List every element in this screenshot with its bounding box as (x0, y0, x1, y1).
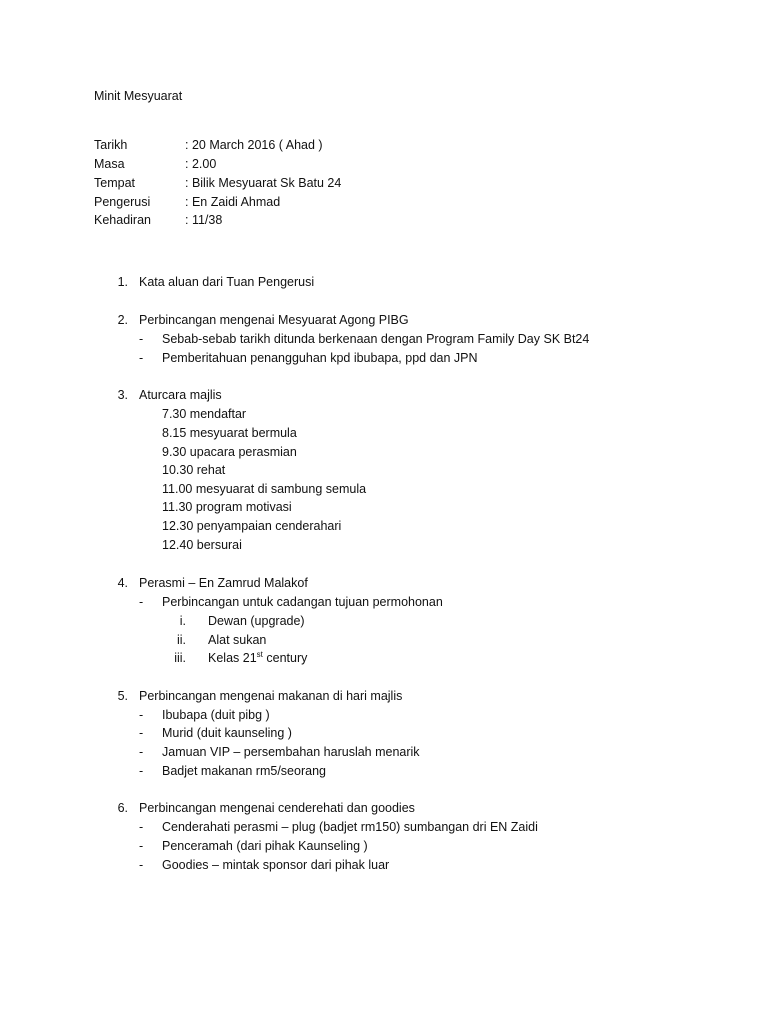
bullet-dash: - (139, 858, 144, 872)
item-heading: Kata aluan dari Tuan Pengerusi (139, 275, 315, 289)
page-title: Minit Mesyuarat (94, 89, 183, 103)
info-label-masa: Masa (94, 157, 125, 171)
bullet-dash: - (139, 351, 144, 365)
item-number: 6. (117, 801, 128, 815)
bullet-text: Murid (duit kaunseling ) (162, 726, 292, 740)
item-number: 3. (117, 388, 128, 402)
roman-numeral: iii. (174, 651, 186, 665)
item-heading: Aturcara majlis (139, 388, 222, 402)
schedule-entry: 8.15 mesyuarat bermula (162, 426, 297, 440)
schedule-entry: 11.00 mesyuarat di sambung semula (162, 482, 367, 496)
bullet-dash: - (139, 839, 144, 853)
schedule-entry: 10.30 rehat (162, 463, 226, 477)
bullet-dash: - (139, 332, 144, 346)
info-value-tempat: : Bilik Mesyuarat Sk Batu 24 (185, 176, 342, 190)
item-heading: Perasmi – En Zamrud Malakof (139, 576, 308, 590)
info-value-kehadiran: : 11/38 (185, 213, 223, 227)
item-heading: Perbincangan mengenai makanan di hari majlis (139, 689, 403, 703)
info-value-tarikh: : 20 March 2016 ( Ahad ) (185, 138, 323, 152)
schedule-entry: 7.30 mendaftar (162, 407, 247, 421)
bullet-text: Jamuan VIP – persembahan haruslah menarik (162, 745, 420, 759)
bullet-text: Sebab-sebab tarikh ditunda berkenaan dengan Program Family Day SK Bt24 (162, 332, 590, 346)
sub-item-text: Kelas 21st century (208, 649, 308, 665)
bullet-text: Cenderahati perasmi – plug (badjet rm150) sumbangan dri EN Zaidi (162, 820, 538, 834)
sub-item-text: Alat sukan (208, 633, 267, 647)
schedule-entry: 9.30 upacara perasmian (162, 445, 297, 459)
bullet-dash: - (139, 745, 144, 759)
info-label-pengerusi: Pengerusi (94, 195, 151, 209)
item-number: 5. (117, 689, 128, 703)
bullet-dash: - (139, 595, 144, 609)
schedule-entry: 12.30 penyampaian cenderahari (162, 519, 342, 533)
info-label-tarikh: Tarikh (94, 138, 128, 152)
item-number: 1. (117, 275, 128, 289)
bullet-text: Penceramah (dari pihak Kaunseling ) (162, 839, 368, 853)
item-heading: Perbincangan mengenai Mesyuarat Agong PIBG (139, 313, 409, 327)
bullet-text: Perbincangan untuk cadangan tujuan permohonan (162, 595, 443, 609)
item-heading: Perbincangan mengenai cenderehati dan goodies (139, 801, 415, 815)
bullet-dash: - (139, 726, 144, 740)
bullet-text: Ibubapa (duit pibg ) (162, 708, 270, 722)
roman-numeral: ii. (176, 633, 186, 647)
item-number: 2. (117, 313, 128, 327)
bullet-dash: - (139, 708, 144, 722)
bullet-text: Goodies – mintak sponsor dari pihak luar (162, 858, 390, 872)
bullet-text: Pemberitahuan penangguhan kpd ibubapa, ppd dan JPN (162, 351, 478, 365)
bullet-text: Badjet makanan rm5/seorang (162, 764, 326, 778)
bullet-dash: - (139, 764, 144, 778)
info-value-masa: : 2.00 (185, 157, 217, 171)
item-number: 4. (117, 576, 128, 590)
schedule-entry: 11.30 program motivasi (162, 500, 292, 514)
sub-item-text: Dewan (upgrade) (208, 614, 305, 628)
roman-numeral: i. (179, 614, 186, 628)
info-value-pengerusi: : En Zaidi Ahmad (185, 195, 281, 209)
bullet-dash: - (139, 820, 144, 834)
info-label-kehadiran: Kehadiran (94, 213, 151, 227)
schedule-entry: 12.40 bersurai (162, 538, 242, 552)
info-label-tempat: Tempat (94, 176, 135, 190)
